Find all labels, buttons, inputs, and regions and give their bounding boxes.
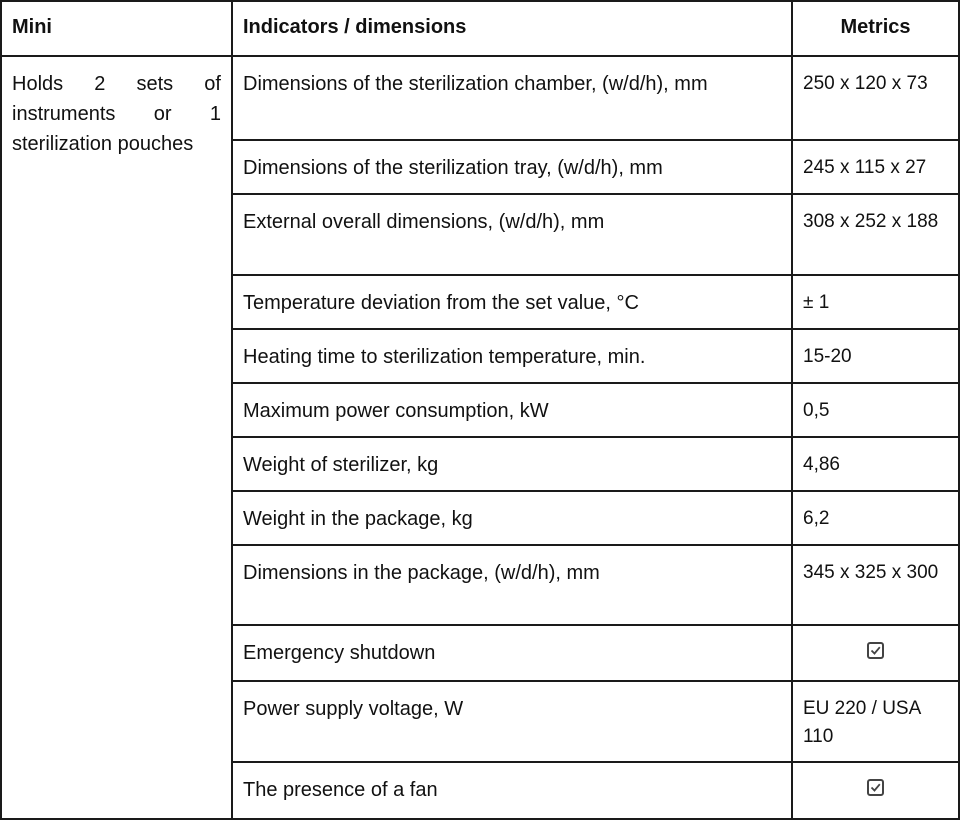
indicator-cell: Dimensions of the sterilization chamber, (w/d/h), mm xyxy=(232,56,792,140)
header-row xyxy=(1,1,959,56)
metric-cell: 308 x 252 x 188 xyxy=(792,194,959,275)
indicator-cell: External overall dimensions, (w/d/h), mm xyxy=(232,194,792,275)
metric-cell: 4,86 xyxy=(792,437,959,491)
table-row xyxy=(1,56,959,140)
indicator-cell: Heating time to sterilization temperature, min. xyxy=(232,329,792,383)
header-metrics: Metrics xyxy=(792,1,959,56)
metric-cell xyxy=(792,762,959,819)
metric-cell: 15-20 xyxy=(792,329,959,383)
indicator-cell: Emergency shutdown xyxy=(232,625,792,681)
metric-cell: 0,5 xyxy=(792,383,959,437)
checkbox-checked-icon xyxy=(867,779,884,796)
model-description-cell: Holds 2 sets of instruments or 1 sterilization pouches xyxy=(1,56,232,819)
metric-cell xyxy=(792,625,959,681)
indicator-cell: Dimensions of the sterilization tray, (w/d/h), mm xyxy=(232,140,792,194)
indicator-cell: Temperature deviation from the set value, °C xyxy=(232,275,792,329)
checkbox-checked-icon xyxy=(867,642,884,659)
indicator-cell: The presence of a fan xyxy=(232,762,792,819)
metric-cell: 245 x 115 x 27 xyxy=(792,140,959,194)
metric-cell: EU 220 / USA 110 xyxy=(792,681,959,762)
indicator-cell: Weight in the package, kg xyxy=(232,491,792,545)
metric-cell: 250 x 120 x 73 xyxy=(792,56,959,140)
metric-cell: 345 x 325 x 300 xyxy=(792,545,959,625)
indicator-cell: Maximum power consumption, kW xyxy=(232,383,792,437)
metric-cell: ± 1 xyxy=(792,275,959,329)
metric-cell: 6,2 xyxy=(792,491,959,545)
header-indicators: Indicators / dimensions xyxy=(232,1,792,56)
header-mini: Mini xyxy=(1,1,232,56)
indicator-cell: Weight of sterilizer, kg xyxy=(232,437,792,491)
indicator-cell: Power supply voltage, W xyxy=(232,681,792,762)
indicator-cell: Dimensions in the package, (w/d/h), mm xyxy=(232,545,792,625)
